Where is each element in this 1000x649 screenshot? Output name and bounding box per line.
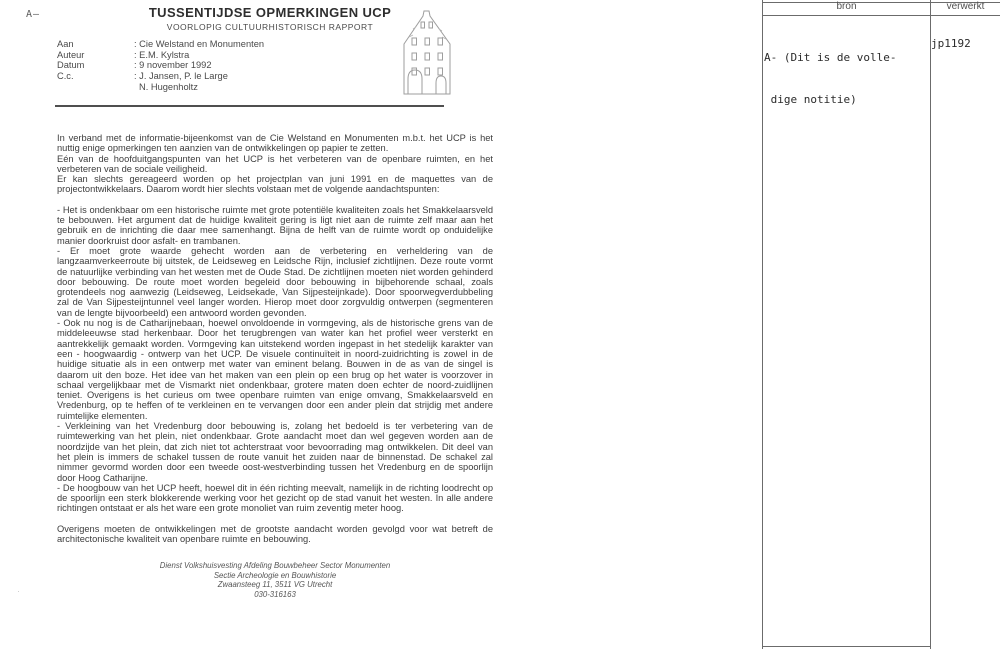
meta-value: : E.M. Kylstra [134,49,190,60]
page-subtitle: VOORLOPIG CULTUURHISTORISCH RAPPORT [166,22,374,32]
verwerkt-value: jp1192 [931,37,971,50]
meta-row-auteur [57,50,397,61]
meta-row-cc-continued [57,82,397,93]
document-meta [57,39,397,93]
corner-mark: A– [26,9,41,20]
bullet-paragraph: - Ook nu nog is de Catharijnebaan, hoewel onvoldoende in vormgeving, als de historische grens van de middeleeuwse stad herkenbaar. Door het terugbrengen van water kan het profiel weer versterkt en aantrekkelijk gemaakt worden. Vormgeving kan uitstekend worden ingepast in het stedelijk karakter van een - hoogwaardig - ontwerp van het UCP. De visuele continuïteit in noord-zuidrichting is zowel in de huidige situatie als in een ontwerp met water van eminent belang. Bouwen in de as van de singel is daarom uit den boze. Het idee van het maken van een plein op een brug op het water is voorzover in schaal vergelijkbaar met de Vismarkt niet ondenkbaar, grotere maten doen echter de noord-zuidlijnen teniet. Overigens is het curieus om twee openbare ruimten van enige omvang, Smakkelaarsveld en Vredenburg, op te heffen of te verkleinen en te vervangen door een ander plein dat strijdig met andere ruimtelijke elementen. [57,318,493,421]
panel-header-rule [762,15,1000,16]
paragraph-spacer [57,514,493,524]
meta-value: : 9 november 1992 [134,60,212,71]
document-body [57,133,493,544]
bullet-paragraph: - Het is ondenkbaar om een historische ruimte met grote potentiële kwaliteiten zoals het Smakkelaarsveld te bebouwen. Het argument dat de huidige kwaliteit gering is ligt niet aan de ruimte zelf maar aan het gebruik en de inrichting die daar mee samenhangt. Bijna de helft van de ruimte wordt op onduidelijke manier doorkruist door asfalt- en trambanen. [57,204,493,246]
meta-label: Aan [57,39,74,49]
header-rule [55,105,444,107]
intro-paragraph: Eén van de hoofduitgangspunten van het UCP is het verbeteren van de openbare ruimten, en het verbeteren van de sociale veiligheid. [57,153,493,174]
bron-note [764,23,896,135]
footer-line: Sectie Archeologie en Bouwhistorie [213,570,337,580]
panel-column-divider [930,0,931,649]
footer-line: 030-316163 [254,589,296,599]
document-footer [57,561,493,599]
panel-left-border [762,0,763,649]
meta-row-aan [57,39,397,50]
page-title: TUSSENTIJDSE OPMERKINGEN UCP [148,5,392,20]
meta-label: Auteur [57,49,85,60]
meta-label: Datum [57,60,85,71]
intro-paragraph: In verband met de informatie-bijeenkomst van de Cie Welstand en Monumenten m.b.t. het UCP is het nuttig enige opmerkingen ten aanzien van de ontwikkelingen op papier te zetten. [57,133,493,154]
bullet-paragraph: - Verkleining van het Vredenburg door bebouwing is, zolang het bedoeld is ter verbetering van de ruimtewerking van het plein, niet ondenkbaar. Grote aandacht moet dan wel gegeven worden aan de noordzijde van het plein, dat zich niet tot achterstraat voor bevoorrading mag ontwikkelen. Dit deel van het plein is immers de schakel tussen de route vanuit het zuiden naar de binnenstad. De schakel zal nimmer gevormd worden door een tweede oost-westverbinding tussen het Vredenburg en de spoorlijn door Hoog Catharijne. [57,421,493,483]
meta-value: : Cie Welstand en Monumenten [134,39,265,49]
gabled-house-icon [398,7,456,100]
panel-bottom-border [762,646,931,647]
meta-label [57,82,134,93]
meta-label: C.c. [57,71,74,82]
meta-value: N. Hugenholtz [139,81,198,92]
bron-note-line: dige notitie) [764,93,857,106]
faint-margin-mark: · [17,586,20,596]
footer-line: Dienst Volkshuisvesting Afdeling Bouwbeheer Sector Monumenten [159,561,391,570]
meta-value: : J. Jansen, P. le Large [134,71,228,82]
closing-paragraph: Overigens moeten de ontwikkelingen met de grootste aandacht worden gevolgd voor wat betreft de architectonische kwaliteit van openbare ruimte en bebouwing. [57,523,493,544]
paragraph-spacer [57,195,493,205]
bullet-paragraph: - Er moet grote waarde gehecht worden aan de verbetering en verheldering van de langzaamverkeerroute bij uitstek, de Leidseweg en Leidsche Rijn, inclusief zichtlijnen. Deze route vormt de natuurlijke verbinding van het westen met de Oude Stad. De zichtlijnen moeten niet worden gehinderd door bebouwing. De route moet worden begeleid door bebouwing in bijbehorende schaal, zoals grotendeels nog aanwezig (Leidseweg, Leidsekade, Van Sijpesteijnkade). Door spoorwegverdubbeling zal de Van Sijpesteijntunnel veel langer worden. Hierop moet door zorgvuldig ontwerpen (segmenteren van de lengte bijvoorbeeld) een antwoord worden gevonden. [57,245,493,318]
bron-note-line: A- (Dit is de volle- [764,51,897,64]
column-header-verwerkt: verwerkt [946,1,985,12]
meta-row-datum [57,60,397,71]
column-header-bron: bron [836,1,857,12]
footer-line: Zwaansteeg 11, 3511 VG Utrecht [217,580,333,590]
bullet-paragraph: - De hoogbouw van het UCP heeft, hoewel dit in één richting meevalt, namelijk in de richting loodrecht op de spoorlijn een sterk blokkerende werking voor het gezicht op de stad vanuit het westen. In alle andere richtingen ontstaat er als het ware een grote monoliet van ruim zeventig meter hoog. [57,482,493,514]
meta-row-cc [57,71,397,82]
intro-paragraph: Er kan slechts gereageerd worden op het projectplan van juni 1991 en de maquettes van de projectontwikkelaars. Daarom wordt hier slechts volstaan met de volgende aandachtspunten: [57,174,493,195]
